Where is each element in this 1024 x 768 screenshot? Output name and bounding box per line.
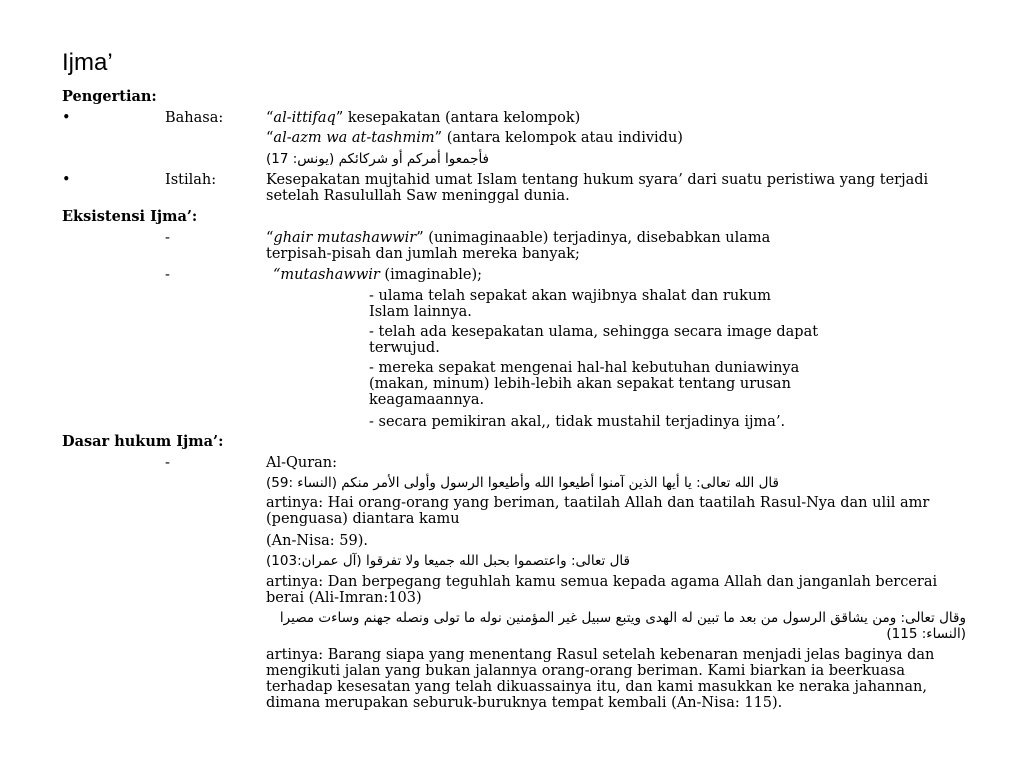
bullet-bahasa: •: [62, 110, 71, 126]
dasar-heading: Dasar hukum Ijma’:: [62, 433, 224, 450]
arabic-verse-2: قال تعالى: واعتصموا بحبل الله جميعا ولا تفرقوا (آل عمران:103): [266, 553, 630, 569]
item-1-text: (unimaginaable) terjadinya, disebabkan ulama terpisah-pisah dan jumlah mereka banyak;: [266, 230, 771, 262]
sub-item-1: - ulama telah sepakat akan wajibnya shalat dan rukum Islam lainnya.: [369, 288, 772, 320]
reference-1: (An-Nisa: 59).: [266, 533, 368, 549]
bahasa-line-1: [266, 110, 580, 126]
term-ghair-mutashawwir: ghair mutashawwir: [273, 230, 417, 246]
quote-close: ”: [434, 130, 443, 146]
alquran-label: Al-Quran:: [266, 455, 338, 471]
dash-1: -: [165, 230, 170, 246]
sub-item-4: - secara pemikiran akal,, tidak mustahil terjadinya ijma’.: [369, 414, 786, 430]
quote-close: ”: [416, 230, 424, 246]
bullet-istilah: •: [62, 172, 71, 188]
bahasa-arabic-quote: فأجمعوا أمركم أو شركائكم (يونس: 17): [266, 151, 490, 167]
sub-item-3: - mereka sepakat mengenai hal-hal kebutuhan duniawinya (makan, minum) lebih-lebih akan sepakat tentang urusan keagamaannya.: [369, 360, 800, 408]
istilah-label: Istilah:: [165, 172, 217, 188]
item-2-text: (imaginable);: [379, 267, 483, 283]
arabic-verse-1: قال الله تعالى: يا أيها الذين آمنوا أطيعوا الله وأطيعوا الرسول وأولى الأمر منكم (النساء :59): [266, 475, 779, 491]
artinya-1: artinya: Hai orang-orang yang beriman, taatilah Allah dan taatilah Rasul-Nya dan ulil amr (penguasa) diantara kamu: [266, 495, 930, 527]
quote-open: “: [266, 130, 274, 146]
arabic-verse-3: وقال تعالى: ومن يشاقق الرسول من بعد ما تبين له الهدى ويتبع سبيل غير المؤمنين نوله ما تولى ونصله جهنم وساءت مصيرا (النساء: 115): [279, 610, 966, 642]
term-mutashawwir: mutashawwir: [280, 267, 380, 283]
dash-3: -: [165, 455, 170, 471]
dash-2: -: [165, 267, 170, 283]
bahasa-label: Bahasa:: [165, 110, 224, 126]
artinya-3: artinya: Barang siapa yang menentang Rasul setelah kebenaran menjadi jelas baginya dan mengikuti jalan yang bukan jalannya orang-orang beriman. Kami biarkan ia beerkuasa terhadap kesesatan yang telah dikuassainya itu, dan kami masukkan ke neraka jahannan, dimana merupakan seburuk-buruknya tempat kembali (An-Nisa: 115).: [266, 647, 935, 711]
pengertian-heading: Pengertian:: [62, 88, 157, 105]
bahasa-meaning-2: (antara kelompok atau individu): [442, 130, 683, 146]
term-al-ittifaq: al-ittifaq: [273, 110, 336, 126]
istilah-text: Kesepakatan mujtahid umat Islam tentang hukum syara’ dari suatu peristiwa yang terjadi setelah Rasulullah Saw meninggal dunia.: [266, 172, 929, 204]
eksistensi-item-1: [266, 230, 786, 262]
bahasa-meaning-1: kesepakatan (antara kelompok): [343, 110, 581, 126]
term-al-azm: al-azm wa at-tashmim: [273, 130, 435, 146]
artinya-2: artinya: Dan berpegang teguhlah kamu semua kepada agama Allah dan janganlah bercerai berai (Ali-Imran:103): [266, 574, 938, 606]
eksistensi-item-2: [273, 267, 482, 283]
quote-open: “: [273, 267, 281, 283]
quote-close: ”: [335, 110, 344, 126]
quote-open: “: [266, 110, 274, 126]
slide-title: Ijma’: [62, 49, 113, 76]
eksistensi-heading: Eksistensi Ijma’:: [62, 208, 198, 225]
sub-item-2: - telah ada kesepakatan ulama, sehingga secara image dapat terwujud.: [369, 324, 819, 356]
quote-open: “: [266, 230, 274, 246]
bahasa-line-2: [266, 130, 683, 146]
